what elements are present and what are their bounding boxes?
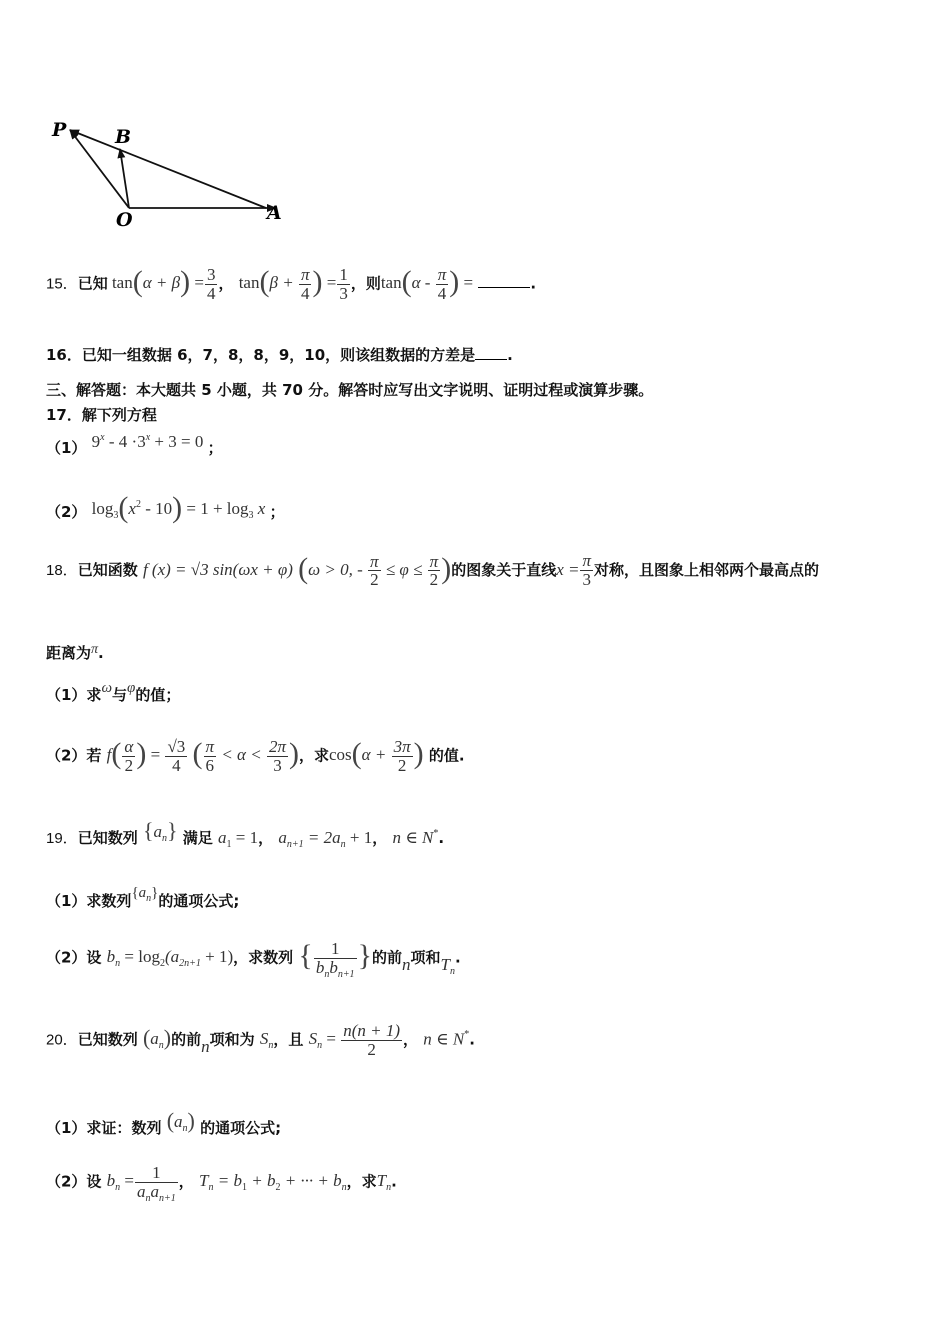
question-15: 15．已知 tan(α + β) = $\frac{3}{4}$ ， tan(β + $\frac{\pi}{4}$ ) = $\frac{1}{3}$ ，则tan(α - $\frac{\pi}{4}$ ) = . [46,265,537,303]
section-heading-3: 三、解答题：本大题共 5 小题，共 70 分。解答时应写出文字说明、证明过程或演算步骤。 [46,381,654,399]
question-18-line-2: 距离为π. [46,642,104,662]
question-18: 18．已知函数 f (x) = √3 sin(ωx + φ) (ω > 0, - $\frac{\pi}{2}$ ≤ φ ≤ $\frac{\pi}{2}$ )的图象关于直线x = $\frac{\pi}{3}$ 对称，且图象上相邻两个最高点的 [46,551,820,590]
question-19: 19．已知数列 $\{a_n\}$ 满足 $a_1 = 1$， $a_{n+1} = 2a_n + 1$， n ∈ N*. [46,818,445,850]
vector-figure [40,112,300,234]
question-16: 16．已知一组数据 6，7，8，8，9，10，则该组数据的方差是 . [46,346,513,364]
question-17-heading: 17．解下列方程 [46,406,157,424]
q15-tan-1: tan(α + β) = $\frac{3}{4}$ [111,265,216,303]
question-19-part-2: （2）设 $b_n = \log_2(a_{2n+1} + 1)$，求数列 { $\frac{1}{b_nb_{n+1}}$ }的前n项和$T_n$. [46,939,461,980]
answer-blank-15[interactable] [478,273,530,288]
question-20: 20．已知数列 $(a_n)$的前n项和为 $S_n$，且 $S_n$ = $\frac{n(n + 1)}{2}$ ， n ∈ N*. [46,1021,475,1059]
question-17-part-1: （1） $9^x - 4 \cdot 3^x + 3 = 0$ ； [46,432,223,457]
question-18-part-1: （1）求ω与φ的值； [46,680,181,704]
point-label-p: P [52,119,67,141]
question-19-part-1: （1）求数列$\{a_n\}$的通项公式; [46,885,240,910]
point-label-o: O [116,209,133,231]
question-20-part-1: （1）求证：数列 $(a_n)$ 的通项公式; [46,1108,282,1137]
point-label-a: A [267,202,282,224]
q15-tan-3: tan(α - $\frac{\pi}{4}$ ) = [380,265,474,303]
question-20-part-2: （2）设 $b_n$ = $\frac{1}{a_na_{n+1}}$ ， $T_n = b_1 + b_2$ + ··· + $b_n$，求$T_n$. [46,1163,397,1204]
question-18-part-2: （2）若 f( $\frac{\alpha}{2}$ ) = $\frac{√3}{4}$ ( $\frac{\pi}{6}$ < α < $\frac{2\pi}{3}$ )，求cos(α + $\frac{3\pi}{2}$ ) 的值. [46,737,465,775]
answer-blank-16[interactable] [475,345,507,360]
question-17-part-2: （2） $\log_3(x^2 - 10) = 1 + \log_3 x$ ； [46,491,285,524]
point-label-b: B [115,126,132,148]
q15-tan-2: tan(β + $\frac{\pi}{4}$ ) = $\frac{1}{3}$ [238,265,348,303]
